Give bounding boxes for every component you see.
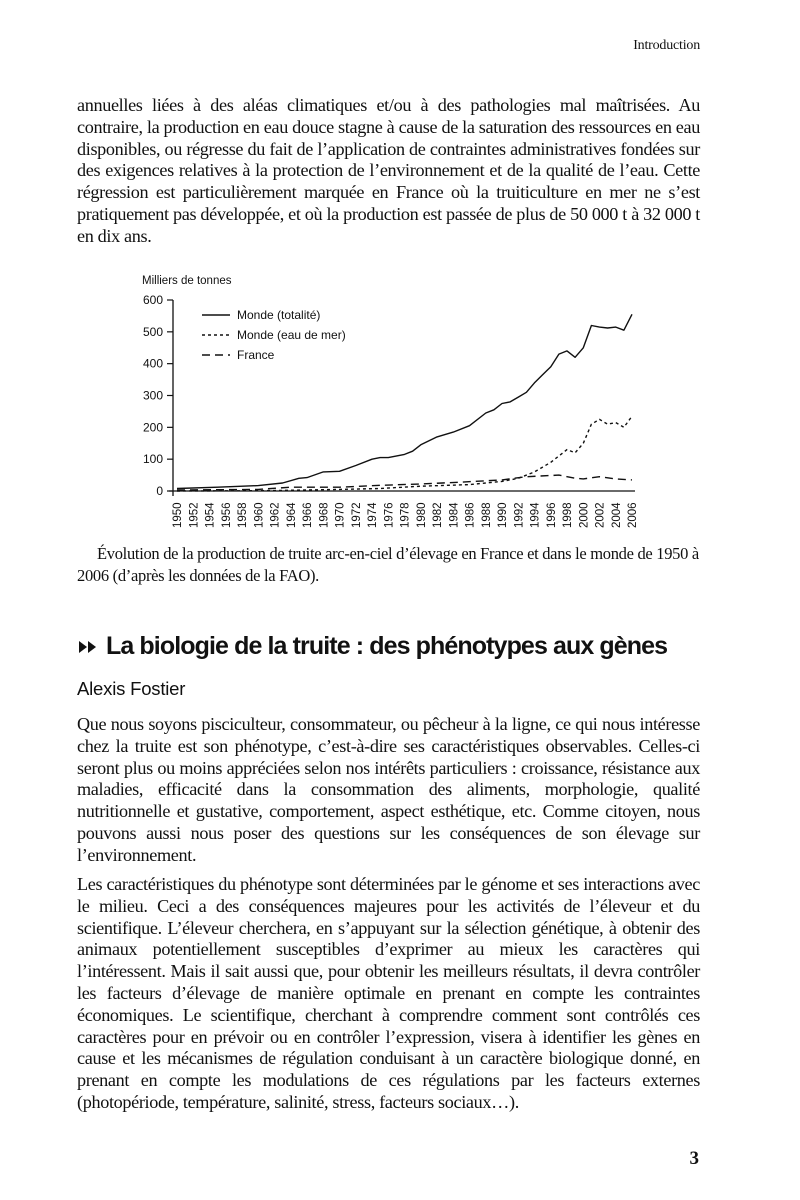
x-tick-label: 1960 [253,502,266,528]
legend-label: France [237,348,275,362]
x-tick-label: 2004 [610,502,623,528]
y-axis-label: Milliers de tonnes [142,275,232,287]
double-triangle-right-icon [78,639,98,655]
x-tick-label: 1964 [285,502,298,528]
legend-label: Monde (totalité) [237,308,321,322]
y-tick-label: 200 [142,420,163,435]
x-tick-label: 1970 [334,502,347,528]
y-tick-label: 300 [142,388,163,403]
x-tick-label: 1954 [204,502,217,528]
running-head: Introduction [633,38,700,53]
x-tick-label: 1950 [172,502,184,528]
paragraph-genome: Les caractéristiques du phénotype sont déterminées par le génome et ses interactions avec le milieu. Ceci a des conséquences majeures pour les activités de l’éleveur et du scientifique. L’éleveur cherchera, en s’appuyant sur la sélection génétique, à obtenir des animaux potentiellement susceptibles d’exprimer au mieux les caractères qui l’intéressent. Mais il sait aussi que, pour obtenir les meilleurs résultats, il devra contrôler les facteurs d’élevage de manière optimale en prenant en compte les contraintes économiques. Le scientifique, cherchant à comprendre comment sont contrôlés ces caractères pour en prévoir ou en contrôler l’expression, visera à identifier les gènes en cause et les mécanismes de régulation conduisant à un caractère biologique donné, en prenant en compte les modulations de ces régulations par les facteurs externes (photopériode, température, salinité, stress, facteurs sociaux…). [77,874,700,1112]
x-tick-label: 2002 [594,502,607,528]
x-tick-label: 1980 [415,502,428,528]
x-tick-label: 1972 [350,502,363,528]
x-tick-label: 1978 [399,502,412,528]
x-tick-label: 1996 [545,502,558,528]
x-tick-label: 1962 [269,502,282,528]
x-tick-label: 1984 [448,502,461,528]
x-tick-label: 1992 [513,502,526,528]
x-tick-label: 2000 [578,502,591,528]
x-tick-label: 1976 [383,502,396,528]
page-number: 3 [689,1148,699,1169]
figure-caption: Évolution de la production de truite arc-en-ciel d’élevage en France et dans le monde de 1950 à 2006 (d’après les données de la FAO). [77,544,699,585]
y-tick-label: 400 [142,356,163,371]
y-tick-label: 500 [142,324,163,339]
x-tick-label: 1952 [188,502,201,528]
x-tick-label: 1986 [464,502,477,528]
y-tick-label: 600 [142,293,163,307]
section-heading [78,632,667,661]
legend-label: Monde (eau de mer) [237,328,346,342]
x-tick-label: 1968 [318,502,331,528]
x-tick-label: 2006 [627,502,639,528]
line-chart [120,265,660,535]
x-tick-label: 1974 [367,502,379,528]
x-tick-label: 1998 [562,502,574,528]
production-chart [120,265,660,535]
series-line-1 [177,416,632,491]
y-tick-label: 100 [142,452,163,467]
x-tick-label: 1956 [220,502,233,528]
y-tick-label: 0 [156,484,163,498]
x-tick-label: 1966 [302,502,314,528]
x-tick-label: 1958 [237,502,249,528]
paragraph-phenotype: Que nous soyons pisciculteur, consommateur, ou pêcheur à la ligne, ce qui nous intéresse chez la truite est son phénotype, c’est-à-dire ses caractéristiques observables. Celles-ci seront plus ou moins appréciées selon nos intérêts particuliers : croissance, résistance aux maladies, efficacité dans la consommation des aliments, morphologie, qualité nutritionnelle et gustative, comportement, aspect esthétique, etc. Comme citoyen, nous pouvons aussi nous poser des questions sur les conséquences de son élevage sur l’environnement. [77,714,700,865]
paragraph-intro-continued: annuelles liées à des aléas climatiques et/ou à des pathologies mal maîtrisées. Au contraire, la production en eau douce stagne à cause de la saturation des ressources en eau disponibles, ou régresse du fait de l’application de contraintes administratives fondées sur des exigences relatives à la protection de l’environnement et de la qualité de l’eau. Cette régression est particulièrement marquée en France où la truiticulture en mer ne s’est pratiquement pas développée, et où la production est passée de plus de 50 000 t à 32 000 t en dix ans. [77,95,700,246]
x-tick-label: 1994 [529,502,542,528]
series-line-2 [177,475,632,490]
x-tick-label: 1990 [497,502,509,528]
x-tick-label: 1982 [432,502,444,528]
x-tick-label: 1988 [480,502,493,528]
section-title: La biologie de la truite : des phénotypes aux gènes [106,632,668,660]
section-author: Alexis Fostier [77,678,186,699]
